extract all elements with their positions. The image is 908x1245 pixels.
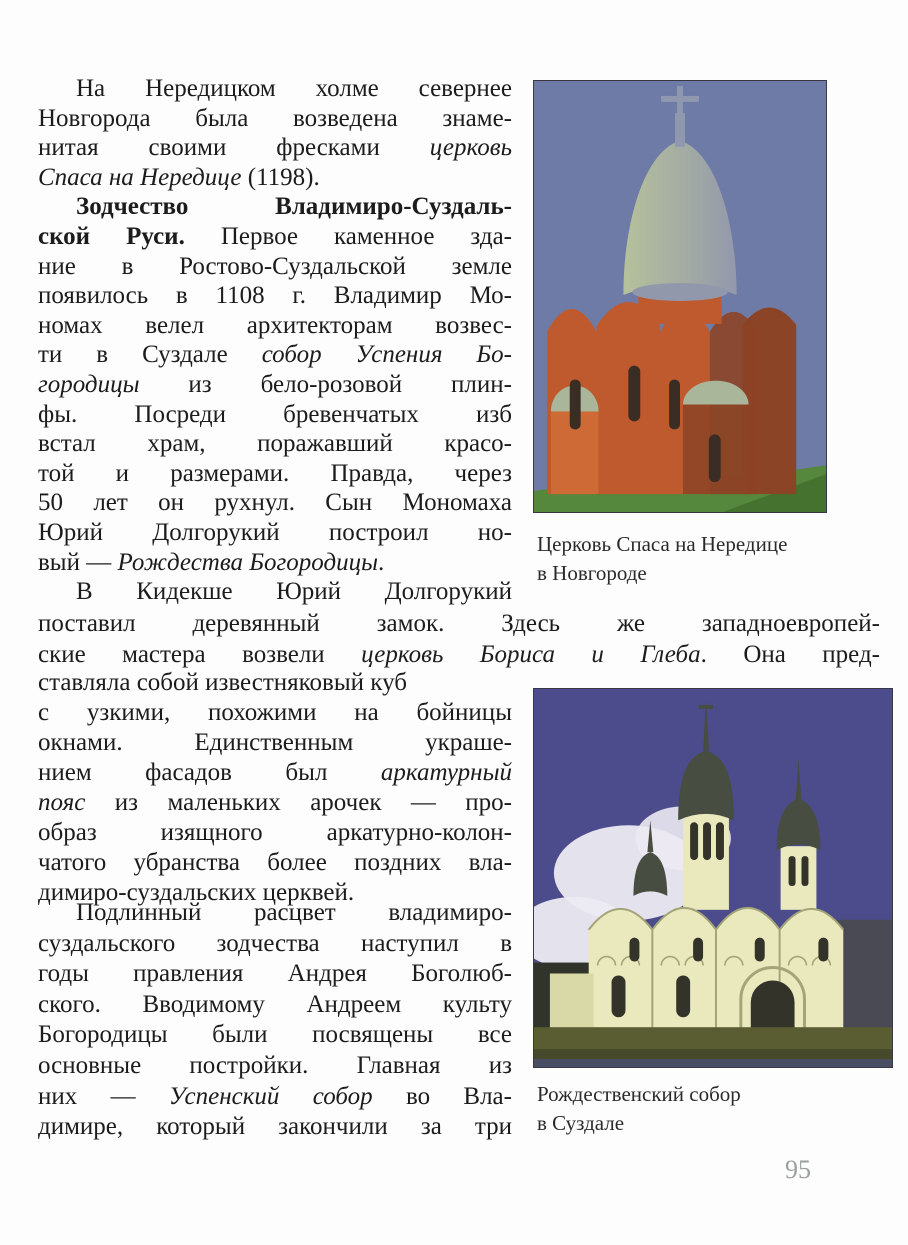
text-line: пояс из маленьких арочек — про-: [38, 789, 512, 816]
photo-nativity-cathedral-suzdal: [533, 688, 893, 1068]
text-line: димиро-суздальских церквей.: [38, 879, 355, 906]
text-line: окнами. Единственным украше-: [38, 729, 512, 756]
text-line: суздальского зодчества наступил в: [38, 929, 512, 957]
text-line: появилось в 1108 г. Владимир Мо-: [38, 282, 512, 310]
text-line: Подлинный расцвет владимиро-: [76, 899, 512, 926]
text-line: годы правления Андрея Боголюб-: [38, 960, 512, 988]
text-line: городицы из бело-розовой плин-: [38, 370, 512, 398]
page-number: 95: [785, 1155, 811, 1184]
text-line: Новгорода была возведена знаме-: [38, 104, 512, 132]
text-line: Юрий Долгорукий построил но-: [38, 518, 512, 546]
text-line: встал храм, поражавший красо-: [38, 430, 512, 458]
text-line: 50 лет он рухнул. Сын Мономаха: [38, 489, 512, 517]
text-line: ние в Ростово-Суздальской земле: [38, 252, 512, 280]
text-line: ставляла собой известняковый куб: [38, 669, 407, 696]
church-nereditsa-illustration: [534, 81, 826, 512]
text-block-col-middle: [38, 668, 512, 908]
caption-line: Церковь Спаса на Нередице: [537, 532, 788, 556]
text-line: ские мастера возвели церковь Бориса и Глеба. Она пред-: [38, 641, 880, 668]
text-line: ти в Суздале собор Успения Бо-: [38, 341, 512, 369]
text-line: На Нередицком холме севернее: [76, 75, 512, 102]
text-line: В Кидекше Юрий Долгорукий: [76, 578, 512, 606]
text-line: основные постройки. Главная из: [38, 1051, 512, 1079]
text-line: Богородицы были посвящены все: [38, 1021, 512, 1049]
text-line: них — Успенский собор во Вла-: [38, 1082, 512, 1110]
caption-line: в Суздале: [537, 1111, 625, 1135]
text-line: номах велел архитекторам возвес-: [38, 311, 512, 339]
text-line: поставил деревянный замок. Здесь же западноевропей-: [38, 610, 880, 637]
text-line: чатого убранства более поздних вла-: [38, 849, 512, 876]
text-line: ского. Вводимому Андреем культу: [38, 990, 512, 1018]
text-line: ской Руси. Первое каменное зда-: [38, 222, 512, 250]
text-line: с узкими, похожими на бойницы: [38, 699, 512, 726]
text-line: фы. Посреди бревенчатых изб: [38, 400, 512, 428]
text-line: вый — Рождества Богородицы.: [38, 548, 385, 576]
figure-caption-nereditsa: [537, 530, 867, 588]
text-line: нием фасадов был аркатурный: [38, 759, 512, 786]
text-line: образ изящного аркатурно-колон-: [38, 819, 512, 846]
text-line: Спаса на Нередице (1198).: [38, 163, 320, 191]
text-line: нитая своими фресками церковь: [38, 134, 512, 162]
text-block-col-lower: [38, 898, 512, 1143]
caption-line: в Новгороде: [537, 561, 647, 585]
text-block-full-width: [38, 608, 880, 670]
figure-caption-suzdal: [537, 1080, 867, 1138]
text-line: димире, который закончили за три: [38, 1113, 512, 1141]
text-block-col-upper: [38, 74, 512, 607]
suzdal-cathedral-illustration: [534, 689, 892, 1067]
caption-line: Рождественский собор: [537, 1082, 741, 1106]
photo-church-nereditsa: [533, 80, 827, 513]
text-line: той и размерами. Правда, через: [38, 459, 512, 487]
text-line: Зодчество Владимиро-Суздаль-: [76, 193, 512, 221]
